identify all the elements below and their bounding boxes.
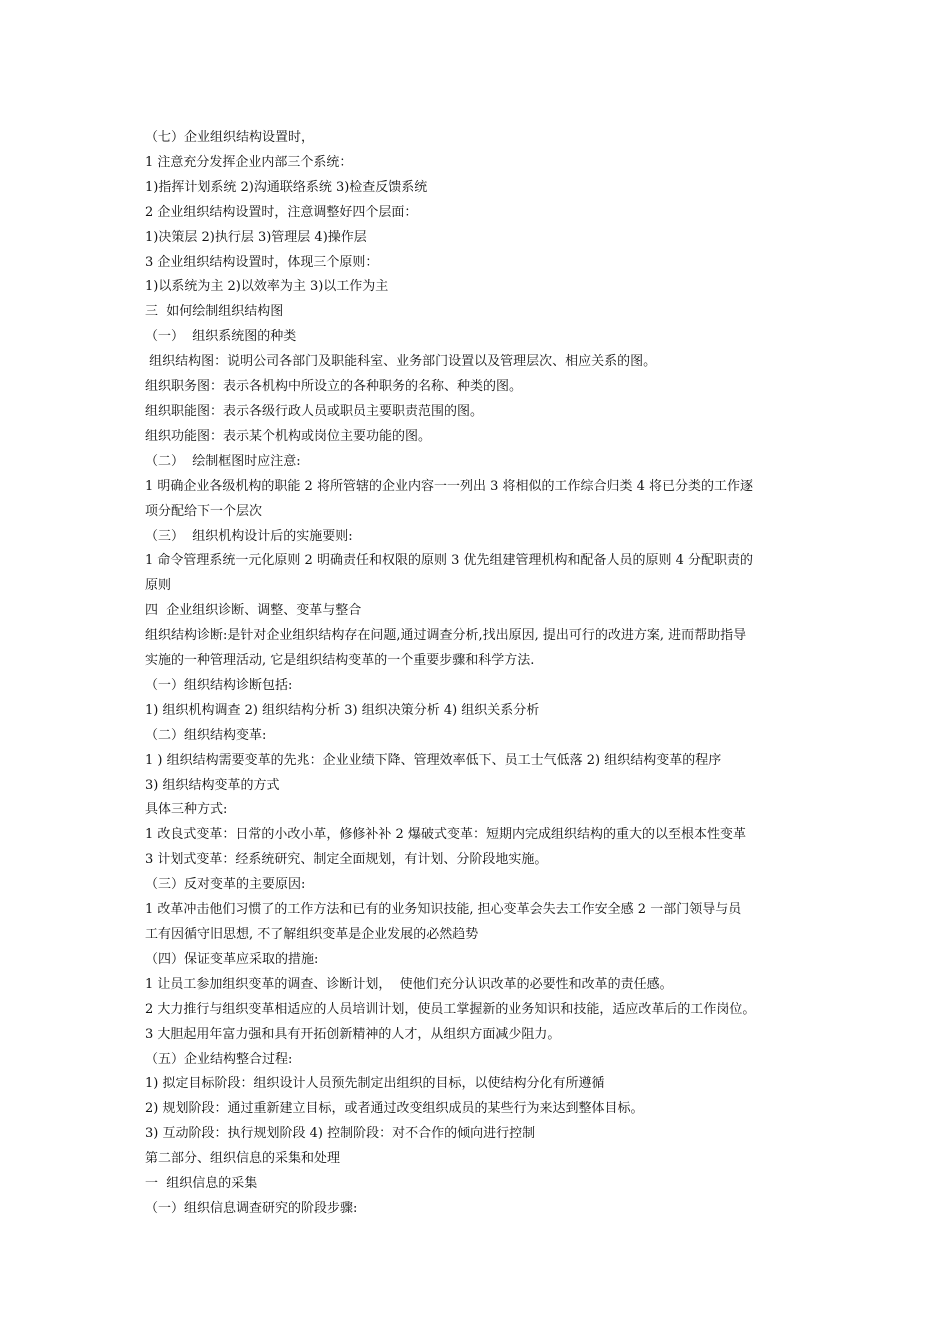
text-line: 2 企业组织结构设置时，注意调整好四个层面： bbox=[145, 204, 418, 220]
text-line: （一）组织结构诊断包括: bbox=[145, 677, 293, 693]
text-line: 1)决策层 2)执行层 3)管理层 4)操作层 bbox=[145, 229, 367, 245]
text-line: 第二部分、组织信息的采集和处理 bbox=[145, 1151, 341, 1167]
text-line: （二） 绘制框图时应注意: bbox=[145, 453, 301, 469]
text-line: 1 让员工参加组织变革的调查、诊断计划， 使他们充分认识改革的必要性和改革的责任感。 bbox=[145, 976, 673, 992]
text-line: 1) 拟定目标阶段：组织设计人员预先制定出组织的目标，以使结构分化有所遵循 bbox=[145, 1076, 605, 1092]
text-line: 3) 组织结构变革的方式 bbox=[145, 777, 280, 793]
text-line: 四 企业组织诊断、调整、变革与整合 bbox=[145, 603, 362, 619]
text-line: （四）保证变革应采取的措施: bbox=[145, 951, 319, 967]
text-line: 组织职能图：表示各级行政人员或职员主要职责范围的图。 bbox=[145, 403, 484, 419]
text-line: 三 如何绘制组织结构图 bbox=[145, 304, 284, 320]
text-line: （五）企业结构整合过程: bbox=[145, 1051, 293, 1067]
text-line: 具体三种方式: bbox=[145, 802, 228, 818]
text-line: 2 大力推行与组织变革相适应的人员培训计划，使员工掌握新的业务知识和技能，适应改革后的工作岗位。 bbox=[145, 1001, 756, 1017]
text-line: （一） 组织系统图的种类 bbox=[145, 329, 297, 345]
text-line: 1 改革冲击他们习惯了的工作方法和已有的业务知识技能, 担心变革会失去工作安全感 2 一部门领导与员 bbox=[145, 902, 742, 918]
text-line: （一）组织信息调查研究的阶段步骤: bbox=[145, 1200, 358, 1216]
text-line: 3 企业组织结构设置时，体现三个原则： bbox=[145, 254, 379, 270]
text-line: （三） 组织机构设计后的实施要则: bbox=[145, 528, 353, 544]
text-line: 组织功能图：表示某个机构或岗位主要功能的图。 bbox=[145, 428, 432, 444]
text-line: 组织职务图：表示各机构中所设立的各种职务的名称、种类的图。 bbox=[145, 379, 523, 395]
text-line: 组织结构诊断:是针对企业组织结构存在问题,通过调查分析,找出原因, 提出可行的改进方案, 进而帮助指导 bbox=[145, 628, 747, 644]
text-line: 1 明确企业各级机构的职能 2 将所管辖的企业内容一一列出 3 将相似的工作综合归类 4 将已分类的工作逐 bbox=[145, 478, 754, 494]
text-line: （二）组织结构变革: bbox=[145, 727, 267, 743]
text-line: 1)指挥计划系统 2)沟通联络系统 3)检查反馈系统 bbox=[145, 179, 428, 195]
text-line: 1 改良式变革：日常的小改小革，修修补补 2 爆破式变革：短期内完成组织结构的重大的以至根本性变革 bbox=[145, 827, 746, 843]
text-line: 3 计划式变革：经系统研究、制定全面规划，有计划、分阶段地实施。 bbox=[145, 852, 548, 868]
text-line: 1 ) 组织结构需要变革的先兆：企业业绩下降、管理效率低下、员工士气低落 2) 组织结构变革的程序 bbox=[145, 752, 722, 768]
text-line: 1 注意充分发挥企业内部三个系统： bbox=[145, 154, 353, 170]
text-line: 2) 规划阶段：通过重新建立目标，或者通过改变组织成员的某些行为来达到整体目标。 bbox=[145, 1101, 644, 1117]
document-body bbox=[145, 126, 813, 1222]
text-line: 1 命令管理系统一元化原则 2 明确责任和权限的原则 3 优先组建管理机构和配备人员的原则 4 分配职责的 bbox=[145, 553, 754, 569]
text-line: 1)以系统为主 2)以效率为主 3)以工作为主 bbox=[145, 279, 389, 295]
text-line: 1) 组织机构调查 2) 组织结构分析 3) 组织决策分析 4) 组织关系分析 bbox=[145, 702, 540, 718]
text-line: 原则 bbox=[145, 578, 172, 594]
text-line: 实施的一种管理活动, 它是组织结构变革的一个重要步骤和科学方法. bbox=[145, 653, 535, 669]
text-line: （七）企业组织结构设置时， bbox=[145, 130, 315, 145]
text-line: 工有因循守旧思想, 不了解组织变革是企业发展的必然趋势 bbox=[145, 927, 479, 942]
text-line: 3) 互动阶段：执行规划阶段 4) 控制阶段：对不合作的倾向进行控制 bbox=[145, 1126, 536, 1142]
text-line: 项分配给下一个层次 bbox=[145, 503, 263, 519]
text-line: 3 大胆起用年富力强和具有开拓创新精神的人才，从组织方面减少阻力。 bbox=[145, 1026, 561, 1042]
text-line: （三）反对变革的主要原因: bbox=[145, 877, 306, 893]
text-line: 一 组织信息的采集 bbox=[145, 1176, 258, 1192]
text-line: 组织结构图：说明公司各部门及职能科室、业务部门设置以及管理层次、相应关系的图。 bbox=[145, 354, 657, 370]
